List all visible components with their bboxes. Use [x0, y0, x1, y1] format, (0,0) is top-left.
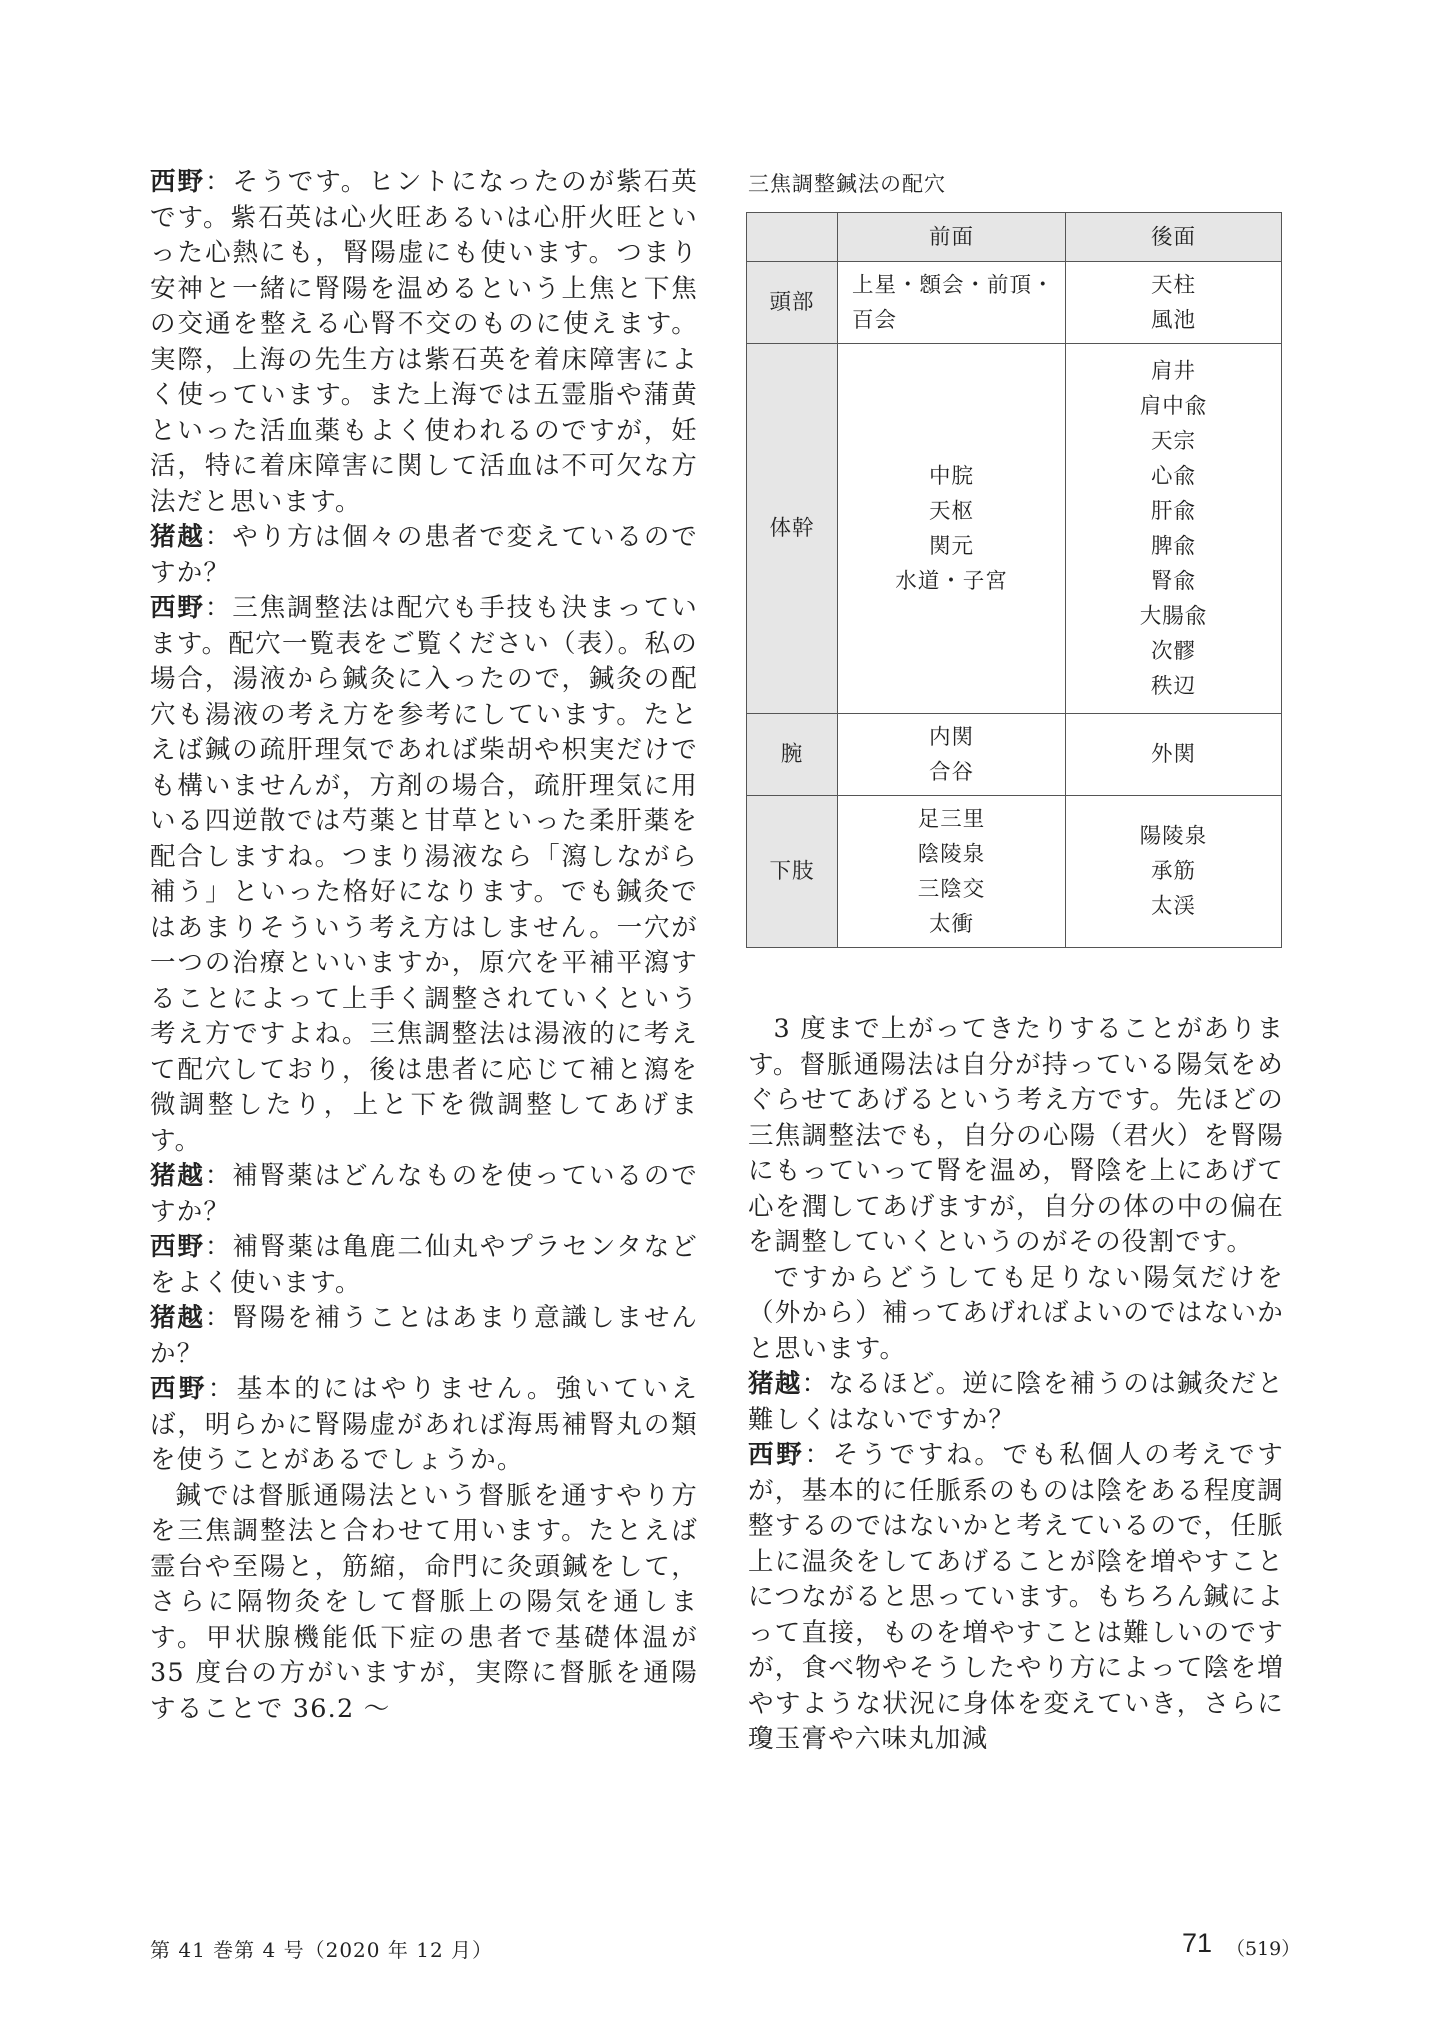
paragraph-text: ：そうです。ヒントになったのが紫石英です。紫石英は心火旺あるいは心肝火旺といった心熱にも，腎陽虚にも使います。つまり安神と一緒に腎陽を温めるという上焦と下焦の交通を整える心腎不交のものに使えます。実際，上海の先生方は紫石英を着床障害によく使っています。また上海では五霊脂や蒲黄といった活血薬もよく使われるのですが，妊活，特に着床障害に関して活血は不可欠な方法だと思います。: [150, 167, 698, 517]
paragraph: [150, 1479, 698, 1728]
paragraph: [150, 591, 698, 1159]
paragraph: [150, 1159, 698, 1230]
acupoint-name: 秩辺: [1150, 673, 1196, 699]
acupoint-name: 百会: [852, 307, 898, 333]
region-cell: 体幹: [747, 344, 838, 714]
paragraph-text: ：なるほど。逆に陰を補うのは鍼灸だと難しくはないですか？: [748, 1369, 1284, 1435]
table-row: [747, 714, 1282, 796]
paragraph: [150, 520, 698, 591]
acupoint-name: 次髎: [1150, 638, 1196, 664]
region-cell: 頭部: [747, 262, 838, 344]
back-points-cell: [1066, 262, 1282, 344]
table-header-row: [747, 213, 1282, 262]
acupoint-name: 大腸兪: [1139, 603, 1208, 629]
speaker-name: 猪越: [150, 1303, 205, 1333]
front-points-cell: [838, 344, 1066, 714]
acupoint-name: 陰陵泉: [917, 841, 986, 867]
footer-original-page: （519）: [1226, 1938, 1301, 1960]
acupoint-name: 心兪: [1150, 463, 1196, 489]
table-row: [747, 344, 1282, 714]
acupoint-name: 脾兪: [1150, 533, 1196, 559]
paragraph-text: ：三焦調整法は配穴も手技も決まっています。配穴一覧表をご覧ください（表）。私の場合，湯液から鍼灸に入ったので，鍼灸の配穴も湯液の考え方を参考にしています。たとえば鍼の疏肝理気であれば柴胡や枳実だけでも構いませんが，方剤の場合，疏肝理気に用いる四逆散では芍薬と甘草といった柔肝薬を配合しますね。つまり湯液なら「瀉しながら補う」といった格好になります。でも鍼灸ではあまりそういう考え方はしません。一穴が一つの治療といいますか，原穴を平補平瀉することによって上手く調整されていくという考え方ですよね。三焦調整法は湯液的に考えて配穴しており，後は患者に応じて補と瀉を微調整したり，上と下を微調整してあげます。: [150, 593, 698, 1156]
acupoint-name: 三陰交: [917, 876, 986, 902]
acupoint-name: 陽陵泉: [1139, 824, 1208, 849]
paragraph: [150, 1230, 698, 1301]
back-points-cell: [1066, 796, 1282, 948]
acupoint-name: 関元: [928, 533, 974, 559]
paragraph-text: ですからどうしても足りない陽気だけを（外から）補ってあげればよいのではないかと思います。: [748, 1262, 1284, 1364]
paragraph-text: 鍼では督脈通陽法という督脈を通すやり方を三焦調整法と合わせて用います。たとえば霊台や至陽と，筋縮，命門に灸頭鍼をして，さらに隔物灸をして督脈上の陽気を通します。甲状腺機能低下症の患者で基礎体温が 35 度台の方がいますが，実際に督脈を通陽することで 36.2 ～: [150, 1480, 698, 1724]
speaker-name: 猪越: [150, 1161, 205, 1191]
table-row: [747, 262, 1282, 344]
front-points-cell: [838, 714, 1066, 796]
acupoint-name: 中脘: [928, 463, 974, 489]
paragraph-text: 3 度まで上がってきたりすることがあります。督脈通陽法は自分が持っている陽気をめぐらせてあげるという考え方です。先ほどの三焦調整法でも，自分の心陽（君火）を腎陽にもっていって腎を温め，腎陰を上にあげて心を潤してあげますが，自分の体の中の偏在を調整していくというのがその役割です。: [748, 1014, 1284, 1257]
acupoint-name: 上星・顖会・前頂・: [852, 272, 1055, 298]
back-points-cell: [1066, 714, 1282, 796]
table-row: [747, 796, 1282, 948]
acupoint-name: 肩井: [1150, 358, 1196, 384]
acupoint-name: 合谷: [928, 759, 974, 785]
paragraph: [748, 1438, 1284, 1758]
speaker-name: 西野: [150, 1232, 205, 1262]
acupoint-name: 肩中兪: [1139, 393, 1208, 419]
acupoint-name: 天宗: [1150, 428, 1196, 454]
front-points-cell: [838, 262, 1066, 344]
paragraph: [150, 165, 698, 520]
acupoint-name: 足三里: [917, 806, 986, 832]
paragraph-text: ：やり方は個々の患者で変えているのですか？: [150, 522, 698, 588]
right-column: [748, 1012, 1284, 1758]
back-points-cell: [1066, 344, 1282, 714]
acupoint-name: 天枢: [928, 498, 974, 524]
region-cell: 腕: [747, 714, 838, 796]
front-points-cell: [838, 796, 1066, 948]
paragraph-text: ：補腎薬は亀鹿二仙丸やプラセンタなどをよく使います。: [150, 1232, 698, 1298]
table-header-back: 後面: [1066, 213, 1282, 262]
acupoint-name: 承筋: [1150, 859, 1196, 884]
paragraph-text: ：そうですね。でも私個人の考えですが，基本的に任脈系のものは陰をある程度調整するのではないかと考えているので，任脈上に温灸をしてあげることが陰を増やすことにつながると思っています。もちろん鍼によって直接，ものを増やすことは難しいのですが，食べ物やそうしたやり方によって陰を増やすような状況に身体を変えていき，さらに瓊玉膏や六味丸加減: [748, 1440, 1284, 1754]
paragraph-text: ：補腎薬はどんなものを使っているのですか？: [150, 1161, 698, 1227]
acupoint-name: 水道・子宮: [895, 568, 1008, 594]
acupoint-name: 内関: [928, 724, 974, 750]
paragraph-text: ：基本的にはやりません。強いていえば，明らかに腎陽虚があれば海馬補腎丸の類を使うことがあるでしょうか。: [150, 1374, 699, 1475]
paragraph: [150, 1372, 698, 1479]
left-column: [150, 165, 698, 1727]
acupoint-name: 風池: [1150, 307, 1196, 333]
speaker-name: 西野: [150, 593, 205, 623]
acupoint-name: 外関: [1150, 742, 1196, 767]
footer-page-number: 71: [1182, 1928, 1213, 1958]
paragraph: [748, 1367, 1284, 1438]
table-header-corner: [747, 213, 838, 262]
acupoint-name: 太衝: [928, 911, 974, 937]
acupoint-table: [746, 212, 1282, 948]
speaker-name: 猪越: [748, 1369, 802, 1399]
paragraph-text: ：腎陽を補うことはあまり意識しませんか？: [150, 1303, 698, 1369]
acupoint-name: 肝兪: [1150, 498, 1196, 524]
footer-issue: 第 41 巻第 4 号（2020 年 12 月）: [150, 1938, 494, 1962]
paragraph: [748, 1261, 1284, 1368]
speaker-name: 西野: [150, 167, 206, 197]
acupoint-name: 天柱: [1150, 272, 1196, 298]
paragraph: [748, 1012, 1284, 1261]
speaker-name: 西野: [150, 1374, 208, 1404]
acupoint-name: 腎兪: [1150, 568, 1196, 594]
table-header-front: 前面: [838, 213, 1066, 262]
acupoint-name: 太渓: [1150, 894, 1196, 919]
region-cell: 下肢: [747, 796, 838, 948]
speaker-name: 猪越: [150, 522, 205, 552]
table-caption: 三焦調整鍼法の配穴: [748, 172, 946, 196]
speaker-name: 西野: [748, 1440, 805, 1470]
paragraph: [150, 1301, 698, 1372]
